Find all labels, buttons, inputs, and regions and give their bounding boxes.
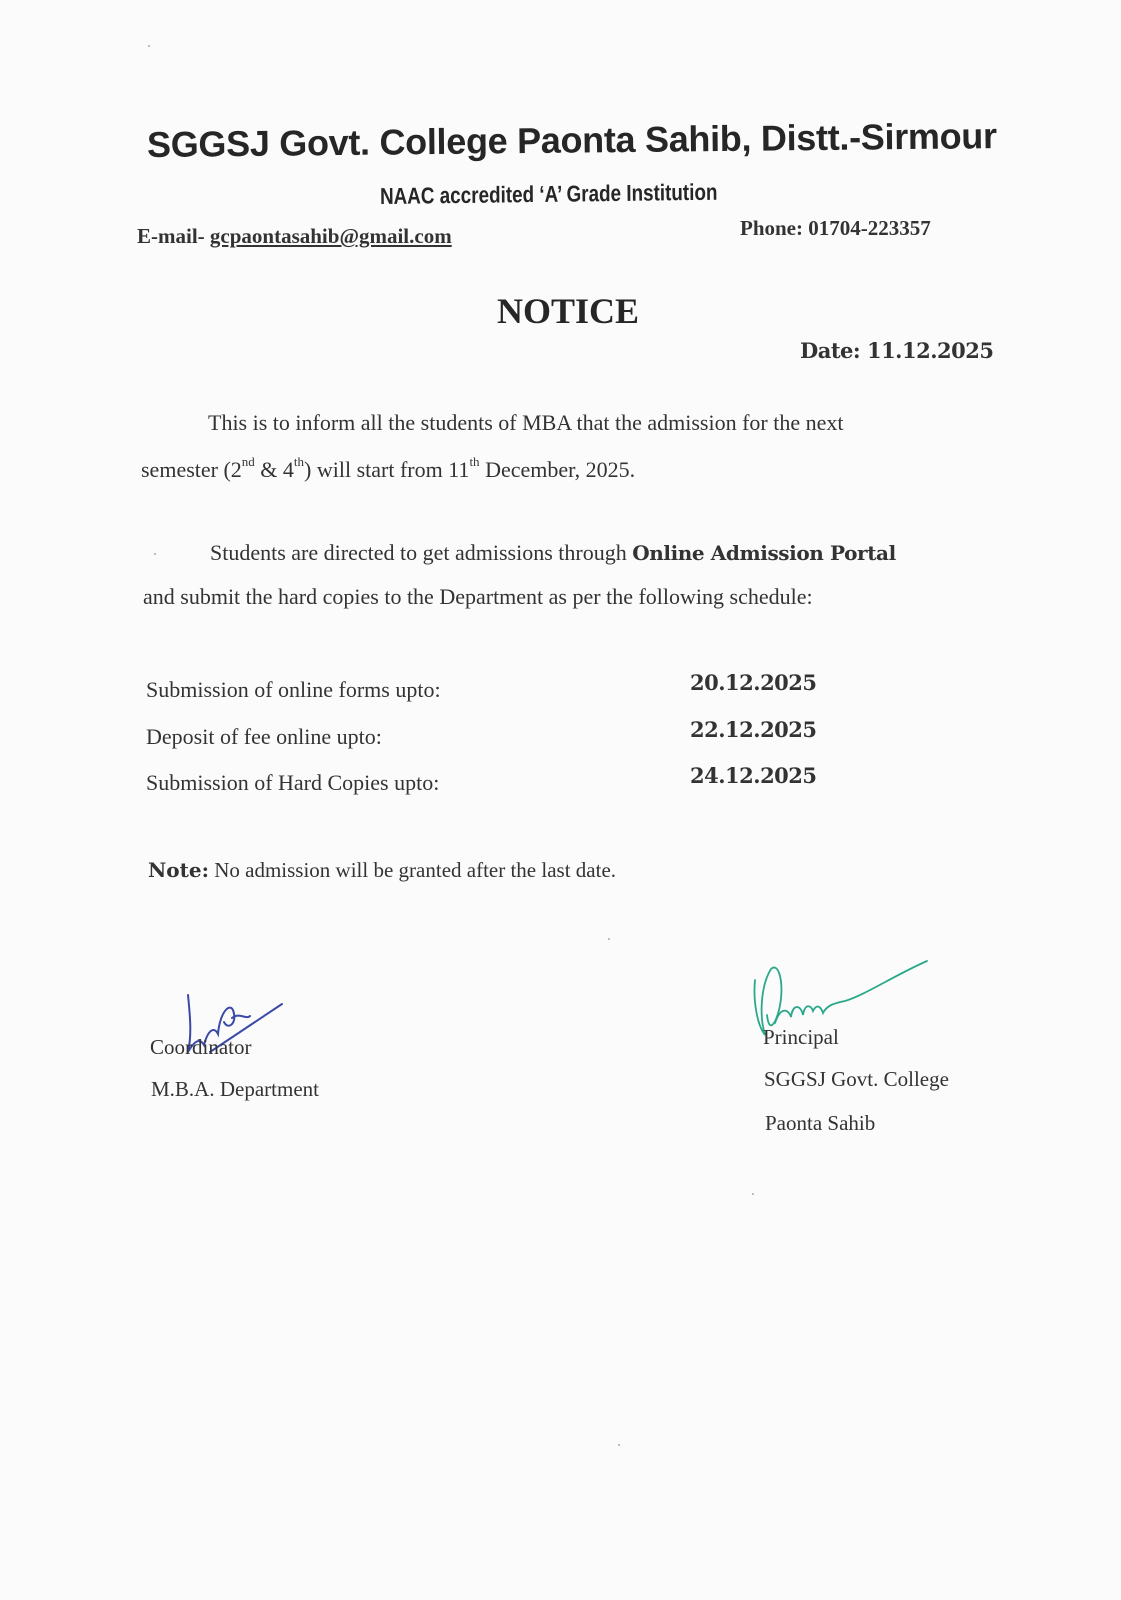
email-link[interactable]: gcpaontasahib@gmail.com xyxy=(209,224,452,248)
scan-speck xyxy=(148,45,150,47)
principal-title: Principal xyxy=(763,1025,839,1049)
paragraph1-line2 xyxy=(141,454,636,483)
scan-speck xyxy=(608,938,610,940)
note-text: No admission will be granted after the last date. xyxy=(208,858,617,882)
coordinator-title: Coordinator xyxy=(150,1035,252,1059)
note-label: Note: xyxy=(148,858,209,882)
schedule-label: Submission of online forms upto: xyxy=(146,677,441,702)
schedule-label: Deposit of fee online upto: xyxy=(146,724,382,749)
paragraph2-line1 xyxy=(210,540,896,566)
portal-name: Online Admission Portal xyxy=(632,541,896,565)
principal-college: SGGSJ Govt. College xyxy=(764,1067,949,1091)
notice-date xyxy=(800,338,993,363)
scan-speck xyxy=(154,553,156,555)
paragraph1-line1: This is to inform all the students of MBA that the admission for the next xyxy=(208,410,844,435)
schedule-label: Submission of Hard Copies upto: xyxy=(146,770,440,795)
email-label: E-mail- xyxy=(137,224,205,248)
date-value: 11.12.2025 xyxy=(866,338,994,363)
phone-label: Phone: xyxy=(740,216,803,240)
text-fragment: Students are directed to get admissions through xyxy=(210,540,633,565)
paragraph2-line2: and submit the hard copies to the Department as per the following schedule: xyxy=(143,584,813,609)
superscript: th xyxy=(469,454,480,469)
text-fragment: semester (2 xyxy=(141,457,242,482)
scan-speck xyxy=(752,1193,754,1195)
principal-location: Paonta Sahib xyxy=(765,1111,876,1135)
schedule-date: 22.12.2025 xyxy=(690,717,817,742)
scan-speck xyxy=(618,1444,620,1446)
text-fragment: ) will start from 11 xyxy=(304,457,470,482)
email-line xyxy=(137,224,452,249)
schedule-date: 20.12.2025 xyxy=(690,670,817,695)
note-line xyxy=(148,858,616,883)
coordinator-department: M.B.A. Department xyxy=(151,1077,319,1101)
superscript: nd xyxy=(241,454,255,469)
accreditation-line: NAAC accredited ‘A’ Grade Institution xyxy=(379,178,718,209)
college-name: SGGSJ Govt. College Paonta Sahib, Distt.-Sirmour xyxy=(146,115,997,165)
notice-title: NOTICE xyxy=(497,291,640,331)
text-fragment: December, 2025. xyxy=(479,457,636,482)
date-label: Date: xyxy=(800,338,861,363)
superscript: th xyxy=(293,454,305,469)
phone-line xyxy=(740,216,931,241)
text-fragment: & 4 xyxy=(254,457,294,482)
schedule-date: 24.12.2025 xyxy=(690,763,817,788)
phone-number: 01704-223357 xyxy=(808,216,931,240)
